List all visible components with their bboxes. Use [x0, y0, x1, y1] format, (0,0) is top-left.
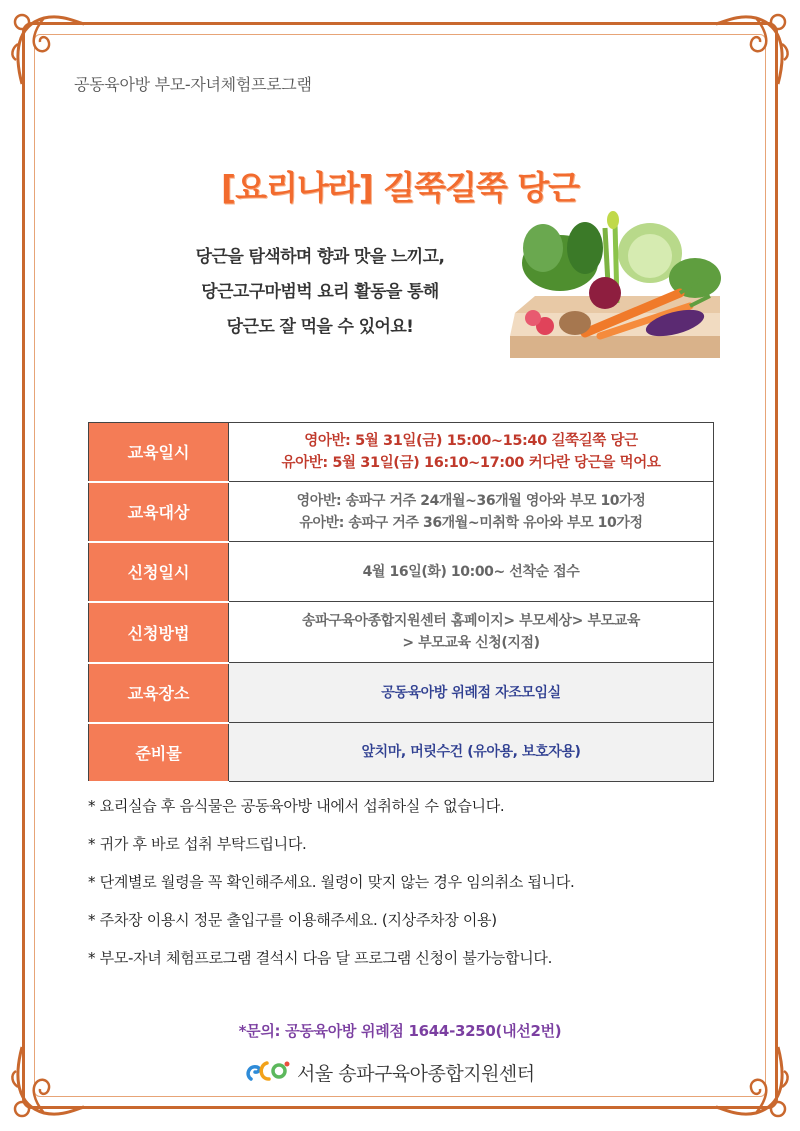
value-line: 송파구육아종합지원센터 홈페이지> 부모세상> 부모교육 [302, 613, 640, 629]
value-line: 공동육아방 위례점 자조모임실 [381, 684, 561, 701]
intro-line: 당근도 잘 먹을 수 있어요! [226, 317, 414, 337]
note-item: * 부모-자녀 체험프로그램 결석시 다음 달 프로그램 신청이 불가능합니다. [88, 949, 553, 967]
note-item: * 요리실습 후 음식물은 공동육아방 내에서 섭취하실 수 없습니다. [88, 797, 505, 815]
table-row [89, 482, 714, 542]
corner-ornament-icon [4, 1037, 94, 1127]
value-line: 유아반: 5월 31일(금) 16:10~17:00 커다란 당근을 먹어요 [281, 455, 661, 471]
row-value [229, 723, 714, 782]
page-title: [요리나라] 길쭉길쭉 당근 [221, 168, 579, 207]
value-line: 유아반: 송파구 거주 36개월~미취학 유아와 부모 10가정 [299, 514, 643, 531]
org-name: 서울 송파구육아종합지원센터 [297, 1062, 535, 1085]
table-row [89, 723, 714, 782]
info-table [88, 422, 714, 783]
row-value [229, 542, 714, 602]
row-header: 교육장소 [89, 663, 229, 723]
value-line: 영아반: 5월 31일(금) 15:00~15:40 길쭉길쭉 당근 [304, 433, 638, 449]
note-item: * 귀가 후 바로 섭취 부탁드립니다. [88, 835, 307, 853]
intro-text [150, 240, 490, 345]
intro-line: 당근을 탐색하며 향과 맛을 느끼고, [195, 247, 445, 267]
intro-line: 당근고구마범벅 요리 활동을 통해 [201, 282, 439, 302]
center-logo-icon [243, 1057, 293, 1087]
row-value [229, 602, 714, 663]
row-header: 신청일시 [89, 542, 229, 602]
vegetable-crate-icon [505, 208, 730, 363]
row-value [229, 423, 714, 482]
corner-ornament-icon [706, 4, 796, 94]
notes-list [88, 794, 728, 984]
row-header: 교육일시 [89, 423, 229, 482]
value-line: 영아반: 송파구 거주 24개월~36개월 영아와 부모 10가정 [296, 492, 646, 509]
footer [243, 1056, 535, 1088]
corner-ornament-icon [706, 1037, 796, 1127]
row-value [229, 482, 714, 542]
table-row [89, 542, 714, 602]
row-header: 신청방법 [89, 602, 229, 663]
row-value [229, 663, 714, 723]
table-row [89, 663, 714, 723]
row-header: 교육대상 [89, 482, 229, 542]
table-row [89, 423, 714, 482]
contact-info: *문의: 공동육아방 위례점 1644-3250(내선2번) [238, 1022, 562, 1040]
table-row [89, 602, 714, 663]
value-line: 4월 16일(화) 10:00~ 선착순 접수 [362, 563, 580, 580]
note-item: * 주차장 이용시 정문 출입구를 이용해주세요. (지상주차장 이용) [88, 911, 497, 929]
program-label: 공동육아방 부모-자녀체험프로그램 [74, 75, 312, 94]
value-line: > 부모교육 신청(지점) [402, 635, 540, 651]
row-header: 준비물 [89, 723, 229, 782]
note-item: * 단계별로 월령을 꼭 확인해주세요. 월령이 맞지 않는 경우 임의취소 됩니다. [88, 873, 575, 891]
value-line: 앞치마, 머릿수건 (유아용, 보호자용) [361, 744, 581, 760]
